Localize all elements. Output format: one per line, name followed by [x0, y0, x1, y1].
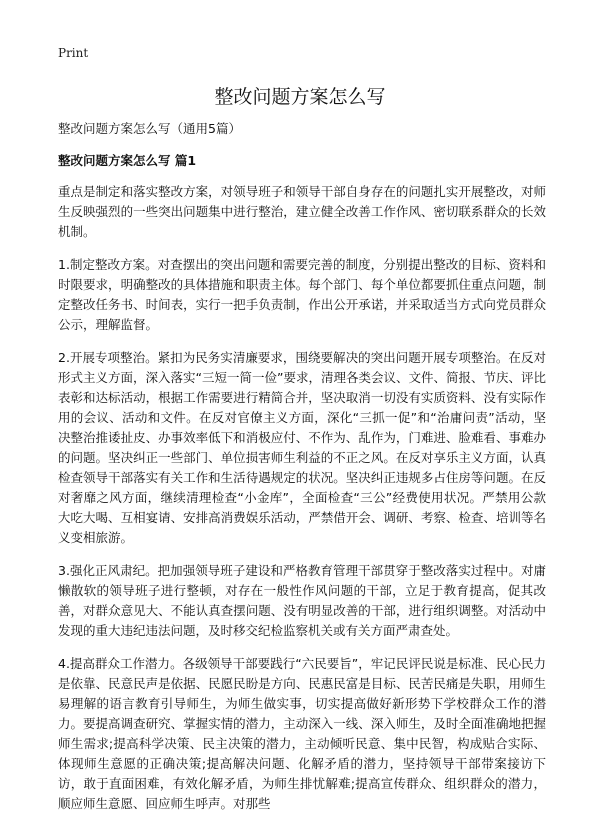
paragraph-item-2: 2.开展专项整治。紧扣为民务实清廉要求，围绕要解决的突出问题开展专项整治。在反对形式主义方面，深入落实“三短一简一俭”要求，清理各类会议、文件、简报、节庆、评比表彰和达标活动，根据工作需要进行精简合并，坚决取消一切没有实质资料、没有实际作用的会议、活动和文件。在反对官僚主义方面，深化“三抓一促”和“治庸问责”活动，坚决整治推诿扯皮、办事效率低下和消极应付、不作为、乱作为，门难进、脸难看、事难办的问题。坚决纠正一些部门、单位损害师生利益的不正之风。在反对享乐主义方面，认真检查领导干部落实有关工作和生活待遇规定的状况。坚决纠正违规多占住房等问题。在反对奢靡之风方面，继续清理检查“小金库”，全面检查“三公”经费使用状况。严禁用公款大吃大喝、互相宴请、安排高消费娱乐活动，严禁借开会、调研、考察、检查、培训等名义变相旅游。 [58, 350, 546, 545]
document-body [58, 121, 546, 827]
section-heading: 整改问题方案怎么写 篇1 [58, 153, 197, 168]
paragraph-intro: 重点是制定和落实整改方案，对领导班子和领导干部自身存在的问题扎实开展整改，对师生反映强烈的一些突出问题集中进行整治，建立健全改善工作作风、密切联系群众的长效机制。 [58, 184, 546, 239]
print-link[interactable]: Print [58, 46, 89, 60]
paragraph-item-1: 1.制定整改方案。对查摆出的突出问题和需要完善的制度，分别提出整改的目标、资料和时限要求，明确整改的具体措施和职责主体。每个部门、每个单位都要抓住重点问题，制定整改任务书、时间表，实行一把手负责制，作出公开承诺，并采取适当方式向党员群众公示，理解监督。 [58, 257, 546, 332]
paragraph-item-4: 4.提高群众工作潜力。各级领导干部要践行“六民要旨”，牢记民评民说是标准、民心民力是依靠、民意民声是依据、民愿民盼是方向、民惠民富是目标、民苦民痛是失职，用师生易理解的语言教育引导师生，为师生做实事，切实提高做好新形势下学校群众工作的潜力。要提高调查研究、掌握实情的潜力，主动深入一线、深入师生，及时全面准确地把握师生需求;提高科学决策、民主决策的潜力，主动倾听民意、集中民智，构成贴合实际、体现师生意愿的正确决策;提高解决问题、化解矛盾的潜力，坚持领导干部带案接访下访，敢于直面困难，有效化解矛盾，为师生排忧解难;提高宣传群众、组织群众的潜力，顺应师生意愿、回应师生呼声。对那些 [58, 656, 546, 811]
paragraph-item-3: 3.强化正风肃纪。把加强领导班子建设和严格教育管理干部贯穿于整改落实过程中。对庸懒散软的领导班子进行整顿，对存在一般性作风问题的干部，立足于教育提高，促其改善，对群众意见大、不能认真查摆问题、没有明显改善的干部，进行组织调整。对活动中发现的重大违纪违法问题，及时移交纪检监察机关或有关方面严肃查处。 [58, 563, 546, 638]
document-subtitle: 整改问题方案怎么写（通用5篇） [58, 121, 241, 136]
document-title: 整改问题方案怎么写 [214, 86, 386, 108]
